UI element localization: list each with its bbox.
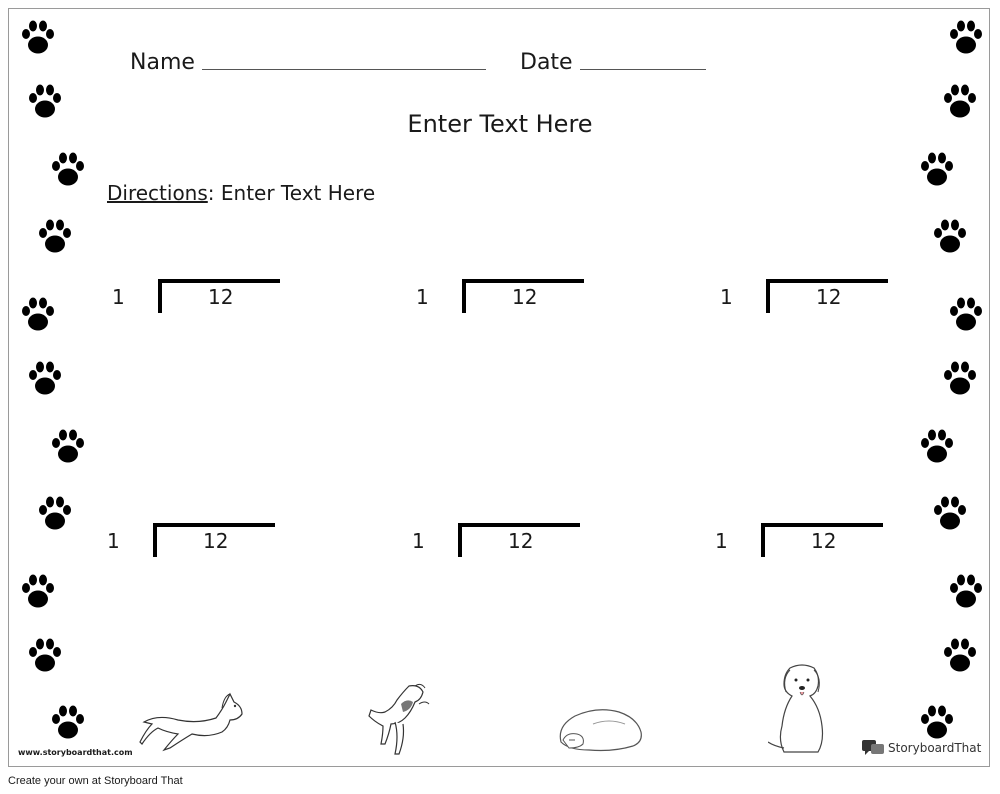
brand-label: StoryboardThat <box>888 741 982 755</box>
divisor: 1 <box>715 529 728 553</box>
paw-print-icon <box>946 295 986 335</box>
credit-link[interactable]: Create your own at Storyboard That <box>8 775 183 787</box>
paw-print-icon <box>917 703 957 743</box>
paw-print-icon <box>48 427 88 467</box>
dividend: 12 <box>508 529 534 553</box>
name-field[interactable] <box>202 69 486 70</box>
paw-print-icon <box>18 295 58 335</box>
paw-print-icon <box>18 572 58 612</box>
division-problem <box>720 279 900 319</box>
division-problem <box>107 523 287 563</box>
jumping-dog-illustration <box>365 682 435 758</box>
date-label: Date <box>520 50 573 75</box>
paw-print-icon <box>35 494 75 534</box>
paw-print-icon <box>35 217 75 257</box>
division-problem <box>112 279 292 319</box>
dividend: 12 <box>208 285 234 309</box>
paw-print-icon <box>930 217 970 257</box>
running-dog-illustration <box>138 688 246 754</box>
storyboardthat-url: www.storyboardthat.com <box>18 748 133 757</box>
name-label: Name <box>130 50 195 75</box>
divisor: 1 <box>720 285 733 309</box>
division-problem <box>416 279 596 319</box>
dividend: 12 <box>512 285 538 309</box>
division-problem <box>412 523 592 563</box>
paw-print-icon <box>917 150 957 190</box>
paw-print-icon <box>48 703 88 743</box>
division-problem <box>715 523 895 563</box>
sitting-dog-illustration <box>768 664 834 758</box>
paw-print-icon <box>48 150 88 190</box>
date-field[interactable] <box>580 69 706 70</box>
paw-print-icon <box>940 636 980 676</box>
paw-print-icon <box>25 359 65 399</box>
paw-print-icon <box>946 572 986 612</box>
paw-print-icon <box>946 18 986 58</box>
directions-text: : Enter Text Here <box>207 181 376 205</box>
divisor: 1 <box>112 285 125 309</box>
paw-print-icon <box>930 494 970 534</box>
directions <box>107 181 375 205</box>
storyboardthat-brand <box>862 740 981 756</box>
storyboardthat-logo-icon <box>862 740 884 756</box>
dividend: 12 <box>816 285 842 309</box>
sleeping-dog-illustration <box>553 702 647 754</box>
dividend: 12 <box>811 529 837 553</box>
paw-print-icon <box>18 18 58 58</box>
divisor: 1 <box>107 529 120 553</box>
dividend: 12 <box>203 529 229 553</box>
divisor: 1 <box>416 285 429 309</box>
worksheet-title: Enter Text Here <box>407 110 593 138</box>
directions-label: Directions <box>107 181 208 205</box>
paw-print-icon <box>940 359 980 399</box>
divisor: 1 <box>412 529 425 553</box>
paw-print-icon <box>25 636 65 676</box>
paw-print-icon <box>917 427 957 467</box>
